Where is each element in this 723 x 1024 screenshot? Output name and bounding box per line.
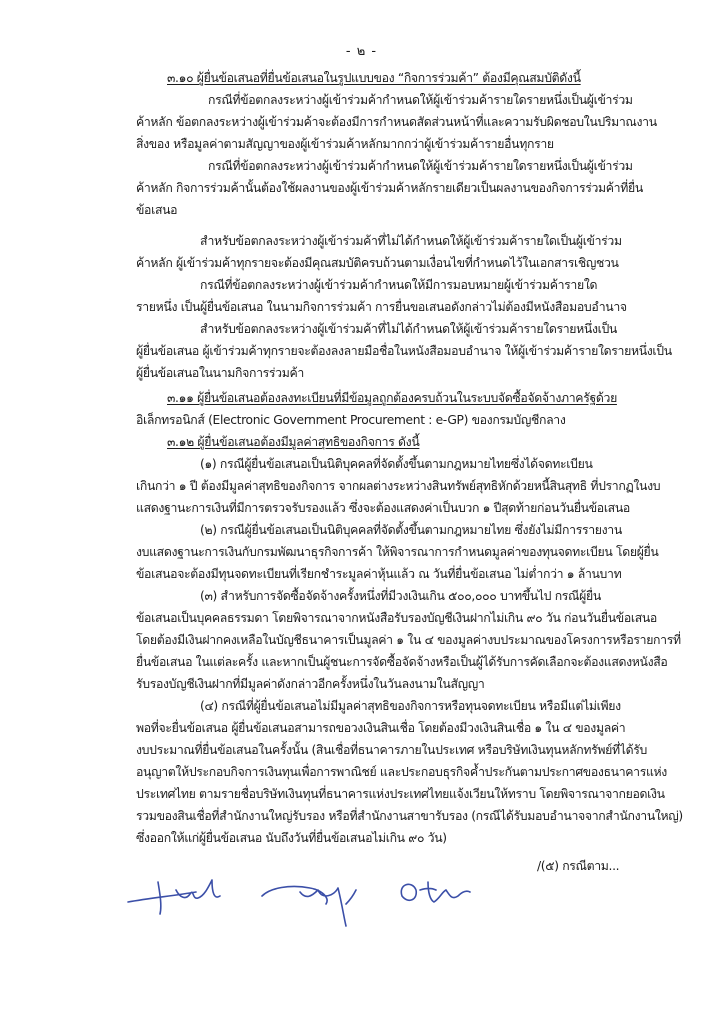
paragraph-line: ซึ่งออกให้แก่ผู้ยื่นข้อเสนอ นับถึงวันที่ยื่นข้อเสนอไม่เกิน ๙๐ วัน) [136,831,447,845]
paragraph-line: สำหรับข้อตกลงระหว่างผู้เข้าร่วมค้าที่ไม่ได้กำหนดให้ผู้เข้าร่วมค้ารายใดเป็นผู้เข้าร่วม [200,234,622,248]
paragraph-line: ยื่นข้อเสนอ ในแต่ละครั้ง และหากเป็นผู้ชนะการจัดซื้อจัดจ้างหรือเป็นผู้ได้รับการคัดเลือกจะต้องแสดงหนังสือ [136,655,668,669]
signature-1 [128,880,220,914]
paragraph-line: อิเล็กทรอนิกส์ (Electronic Government Procurement : e-GP) ของกรมบัญชีกลาง [136,413,566,427]
clause-3-11-heading: ๓.๑๑ ผู้ยื่นข้อเสนอต้องลงทะเบียนที่มีข้อมูลถูกต้องครบถ้วนในระบบจัดซื้อจัดจ้างภาครัฐด้วย [167,391,617,405]
paragraph-line: ประเทศไทย ตามรายชื่อบริษัทเงินทุนที่ธนาคารแห่งประเทศไทยแจ้งเวียนให้ทราบ โดยพิจารณาจากยอดเงิน [136,787,665,801]
paragraph-line: รับรองบัญชีเงินฝากที่มีมูลค่าดังกล่าวอีกครั้งหนึ่งในวันลงนามในสัญญา [136,677,485,691]
paragraph-line: สำหรับข้อตกลงระหว่างผู้เข้าร่วมค้าที่ไม่ได้กำหนดให้ผู้เข้าร่วมค้ารายใดรายหนึ่งเป็น [200,322,617,336]
paragraph-line: งบแสดงฐานะการเงินกับกรมพัฒนาธุรกิจการค้า ให้พิจารณาการกำหนดมูลค่าของทุนจดทะเบียน โดยผู้ยื่น [136,545,659,559]
paragraph-line: (๔) กรณีที่ผู้ยื่นข้อเสนอไม่มีมูลค่าสุทธิของกิจการหรือทุนจดทะเบียน หรือมีแต่ไม่เพียง [200,699,621,713]
page-number: - ๒ - [345,44,378,59]
paragraph-line: ข้อเสนอเป็นบุคคลธรรมดา โดยพิจารณาจากหนังสือรับรองบัญชีเงินฝากไม่เกิน ๙๐ วัน ก่อนวันยื่นข้อเสนอ [136,611,657,625]
paragraph-line: กรณีที่ข้อตกลงระหว่างผู้เข้าร่วมค้ากำหนดให้ผู้เข้าร่วมค้ารายใดรายหนึ่งเป็นผู้เข้าร่วม [208,93,633,107]
clause-3-12-heading: ๓.๑๒ ผู้ยื่นข้อเสนอต้องมีมูลค่าสุทธิของกิจการ ดังนี้ [167,435,420,449]
continuation-note: /(๕) กรณีตาม... [537,859,620,873]
paragraph-line: (๒) กรณีผู้ยื่นข้อเสนอเป็นนิติบุคคลที่จัดตั้งขึ้นตามกฎหมายไทย ซึ่งยังไม่มีการรายงาน [200,523,622,537]
signature-2 [262,886,356,926]
paragraph-line: รวมของสินเชื่อที่สำนักงานใหญ่รับรอง หรือที่สำนักงานสาขารับรอง (กรณีได้รับมอบอำนาจจากสำนักงานใหญ่) [136,809,683,823]
clause-3-10-heading: ๓.๑๐ ผู้ยื่นข้อเสนอที่ยื่นข้อเสนอในรูปแบบของ “กิจการร่วมค้า” ต้องมีคุณสมบัติดังนี้ [167,71,581,85]
signature-3 [401,882,470,902]
paragraph-line: ผู้ยื่นข้อเสนอในนามกิจการร่วมค้า [136,366,304,380]
paragraph-line: (๑) กรณีผู้ยื่นข้อเสนอเป็นนิติบุคคลที่จัดตั้งขึ้นตามกฎหมายไทยซึ่งได้จดทะเบียน [200,457,593,471]
paragraph-line: ค้าหลัก กิจการร่วมค้านั้นต้องใช้ผลงานของผู้เข้าร่วมค้าหลักรายเดียวเป็นผลงานของกิจการร่วมค้าที่ยื่น [136,181,643,195]
paragraph-line: (๓) สำหรับการจัดซื้อจัดจ้างครั้งหนึ่งที่มีวงเงินเกิน ๕๐๐,๐๐๐ บาทขึ้นไป กรณีผู้ยื่น [200,589,601,603]
paragraph-line: ผู้ยื่นข้อเสนอ ผู้เข้าร่วมค้าทุกรายจะต้องลงลายมือชื่อในหนังสือมอบอำนาจ ให้ผู้เข้าร่วมค้ารายใดรายหนึ่งเป็น [136,344,672,358]
paragraph-line: อนุญาตให้ประกอบกิจการเงินทุนเพื่อการพาณิชย์ และประกอบธุรกิจค้ำประกันตามประกาศของธนาคารแห่ง [136,765,667,779]
paragraph-line: งบประมาณที่ยื่นข้อเสนอในครั้งนั้น (สินเชื่อที่ธนาคารภายในประเทศ หรือบริษัทเงินทุนหลักทรัพย์ที่ได้รับ [136,743,647,757]
paragraph-line: สิ่งของ หรือมูลค่าตามสัญญาของผู้เข้าร่วมค้าหลักมากกว่าผู้เข้าร่วมค้ารายอื่นทุกราย [136,137,554,151]
paragraph-line: ค้าหลัก ผู้เข้าร่วมค้าทุกรายจะต้องมีคุณสมบัติครบถ้วนตามเงื่อนไขที่กำหนดไว้ในเอกสารเชิญชวน [136,256,619,270]
paragraph-line: รายหนึ่ง เป็นผู้ยื่นข้อเสนอ ในนามกิจการร่วมค้า การยื่นขอเสนอดังกล่าวไม่ต้องมีหนังสือมอบอำนาจ [136,300,627,314]
paragraph-line: เกินกว่า ๑ ปี ต้องมีมูลค่าสุทธิของกิจการ จากผลต่างระหว่างสินทรัพย์สุทธิหักด้วยหนี้สินสุทธิ ที่ปรากฏในงบ [136,479,661,493]
paragraph-line: กรณีที่ข้อตกลงระหว่างผู้เข้าร่วมค้ากำหนดให้ผู้เข้าร่วมค้ารายใดรายหนึ่งเป็นผู้เข้าร่วม [208,159,633,173]
paragraph-line: แสดงฐานะการเงินที่มีการตรวจรับรองแล้ว ซึ่งจะต้องแสดงค่าเป็นบวก ๑ ปีสุดท้ายก่อนวันยื่นข้อเสนอ [136,501,630,515]
paragraph-line: กรณีที่ข้อตกลงระหว่างผู้เข้าร่วมค้ากำหนดให้มีการมอบหมายผู้เข้าร่วมค้ารายใด [200,278,598,292]
paragraph-line: ข้อเสนอ [136,203,178,217]
paragraph-line: ค้าหลัก ข้อตกลงระหว่างผู้เข้าร่วมค้าจะต้องมีการกำหนดสัดส่วนหน้าที่และความรับผิดชอบในปริมาณงาน [136,115,657,129]
signatures [0,860,723,940]
paragraph-line: ข้อเสนอจะต้องมีทุนจดทะเบียนที่เรียกชำระมูลค่าหุ้นแล้ว ณ วันที่ยื่นข้อเสนอ ไม่ต่ำกว่า ๑ ล้านบาท [136,567,622,581]
paragraph-line: โดยต้องมีเงินฝากคงเหลือในบัญชีธนาคารเป็นมูลค่า ๑ ใน ๔ ของมูลค่างบประมาณของโครงการหรือรายการที่ [136,633,681,647]
paragraph-line: พอที่จะยื่นข้อเสนอ ผู้ยื่นข้อเสนอสามารถขอวงเงินสินเชื่อ โดยต้องมีวงเงินสินเชื่อ ๑ ใน ๔ ของมูลค่า [136,721,626,735]
